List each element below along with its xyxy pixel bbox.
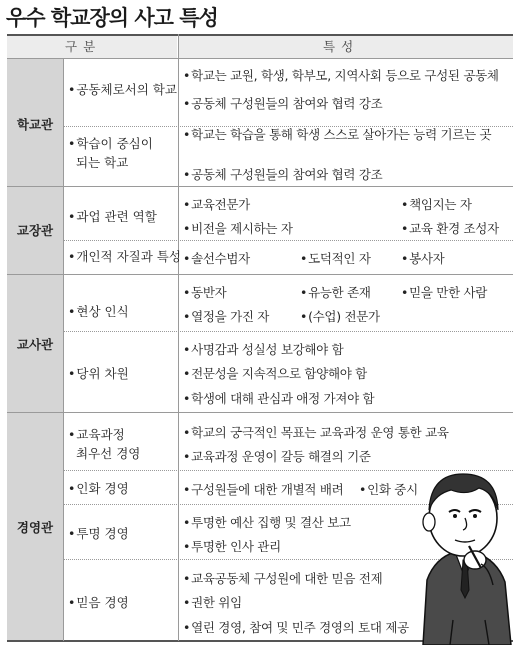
trait-item: • 교육과정 운영이 갈등 해결의 기준: [183, 447, 371, 465]
category-label: 학교관: [16, 117, 54, 132]
trait-item: • 비전을 제시하는 자: [183, 219, 293, 237]
trait-item: • 도덕적인 자: [300, 249, 371, 267]
page-title: 우수 학교장의 사고 특성: [6, 6, 218, 30]
subcategory-label: • 학습이 중심이: [68, 134, 153, 153]
trait-item: • 학교는 학습을 통해 학생 스스로 살아가는 능력 기르는 곳: [183, 125, 491, 143]
header-cell-category: [7, 34, 177, 58]
trait-item: • 봉사자: [401, 249, 444, 267]
trait-item: • 열정을 가진 자: [183, 307, 269, 325]
trait-item: • 교육전문가: [183, 195, 250, 213]
category-label: 교장관: [16, 223, 54, 238]
subcategory-label: • 인화 경영: [68, 479, 129, 498]
trait-item: • 투명한 인사 관리: [183, 537, 281, 555]
trait-item: • 학생에 대해 관심과 애정 가져야 함: [183, 389, 374, 407]
trait-item: • 권한 위임: [183, 593, 242, 611]
trait-item: • 동반자: [183, 283, 226, 301]
subcategory-label: • 공동체로서의 학교: [68, 80, 177, 99]
trait-item: • 공동체 구성원들의 참여와 협력 강조: [183, 165, 382, 183]
trait-item: • 학교는 교원, 학생, 학부모, 지역사회 등으로 구성된 공동체: [183, 66, 499, 84]
trait-item: • 책임지는 자: [401, 195, 472, 213]
trait-item: • 열린 경영, 참여 및 민주 경영의 토대 제공: [183, 618, 409, 636]
trait-item: • 전문성을 지속적으로 함양해야 함: [183, 364, 367, 382]
category-cell: [7, 413, 63, 641]
header-label-category: 구분: [65, 39, 102, 54]
subcategory-label: • 현상 인식: [68, 302, 129, 321]
category-cell: [7, 275, 63, 412]
principal-cartoon-illustration: [405, 460, 520, 645]
category-label: 교사관: [16, 337, 54, 352]
trait-item: • 투명한 예산 집행 및 결산 보고: [183, 513, 351, 531]
trait-item: • 교육공동체 구성원에 대한 믿음 전제: [183, 569, 382, 587]
trait-item: • 믿을 만한 사람: [401, 283, 487, 301]
category-cell: [7, 59, 63, 186]
subcategory-label: 되는 학교: [76, 155, 129, 170]
trait-item: • 인화 중시: [359, 480, 418, 498]
subcategory-label: • 투명 경영: [68, 524, 129, 543]
trait-item: • 사명감과 성실성 보강해야 함: [183, 340, 343, 358]
trait-item: • 공동체 구성원들의 참여와 협력 강조: [183, 94, 382, 112]
subcategory-label: • 개인적 자질과 특성: [68, 247, 181, 266]
subcategory-label: • 당위 차원: [68, 364, 129, 383]
subcategory-label: • 믿음 경영: [68, 593, 129, 612]
trait-item: • 솔선수범자: [183, 249, 250, 267]
trait-item: • 교육 환경 조성자: [401, 219, 499, 237]
subcategory-label: 최우선 경영: [76, 446, 141, 461]
category-label: 경영관: [16, 520, 54, 535]
header-cell-traits: [178, 34, 513, 58]
category-cell: [7, 187, 63, 274]
trait-item: • 유능한 존재: [300, 283, 371, 301]
subcategory-label: • 교육과정: [68, 425, 125, 444]
header-label-traits: 특성: [323, 39, 360, 54]
subcategory-label: • 과업 관련 역할: [68, 207, 157, 226]
trait-item: • (수업) 전문가: [300, 307, 380, 325]
trait-item: • 구성원들에 대한 개별적 배려: [183, 480, 343, 498]
trait-item: • 학교의 궁극적인 목표는 교육과정 운영 통한 교육: [183, 423, 449, 441]
